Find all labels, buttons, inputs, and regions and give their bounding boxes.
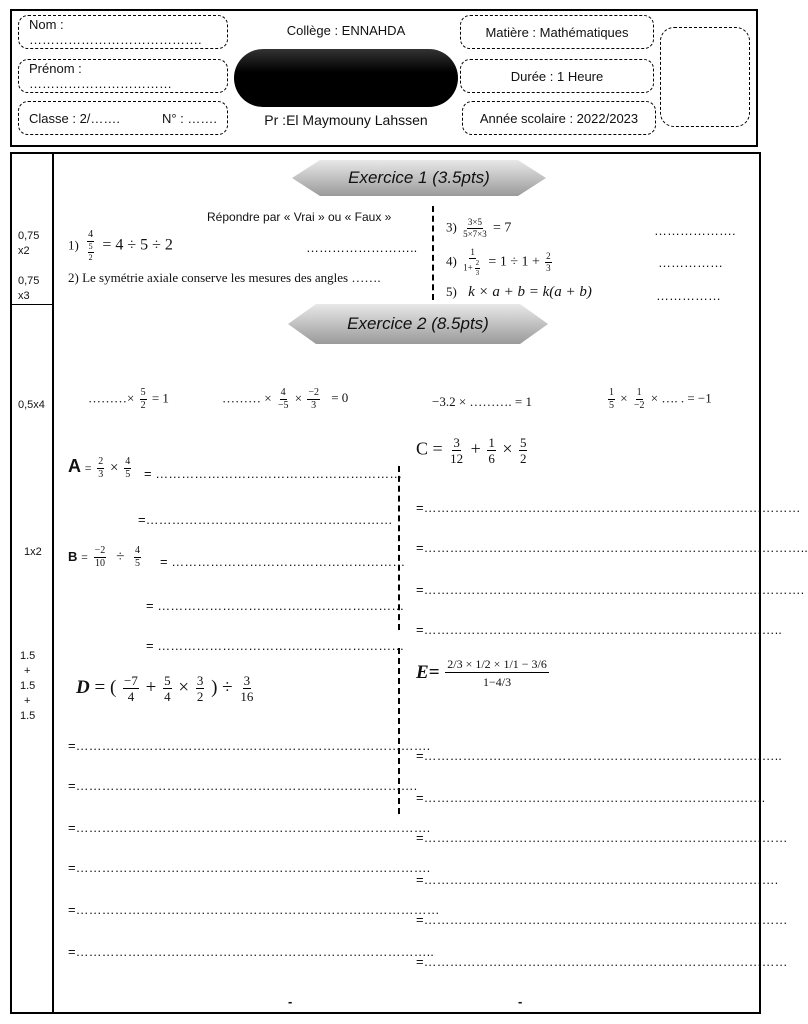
nom-label: Nom : ………………………………….: [29, 17, 202, 47]
expr-B-line-2[interactable]: = …………………………………………………: [146, 598, 405, 613]
footer-mark-2: -: [518, 994, 523, 1009]
exercise1-title: Exercice 1 (3.5pts): [348, 168, 490, 187]
ex1-instruction: Répondre par « Vrai » ou « Faux »: [207, 210, 392, 224]
matiere-label: Matière : Mathématiques: [485, 24, 629, 40]
expr-E-line-6[interactable]: =…………………………………………………………………………: [416, 954, 788, 969]
matiere-box: [460, 15, 654, 49]
ex1-q1-answer[interactable]: ……………………..: [306, 240, 418, 255]
expr-C-line-2[interactable]: =……………………………………………………………………………..: [416, 540, 808, 555]
ex2-fill-4[interactable]: $\frac{1}{5}$ × $\frac{1}{-2}$ × …. . = −1: [609, 387, 712, 411]
duree-box: [460, 59, 654, 93]
expr-E-line-1[interactable]: =………………………………………………………………………..: [416, 748, 782, 763]
ex1-q4-answer[interactable]: ……………: [658, 255, 723, 270]
expr-E-line-4[interactable]: =……………………………………………………………………….: [416, 872, 779, 887]
expr-B-line-1[interactable]: = ………………………………………………: [160, 554, 406, 569]
ex1-q4: 4) 1 1+ $\frac{2}{3}$ = 1 ÷ 1 + $\frac{2}{3}$: [446, 247, 551, 277]
expr-E-line-2[interactable]: =…………………………………………………………………….: [416, 790, 766, 805]
nom-field[interactable]: [18, 15, 228, 49]
score-column-divider: [52, 154, 54, 1012]
footer-mark-1: -: [288, 994, 293, 1009]
expr-A-line-2[interactable]: =…………………………………………………: [138, 512, 393, 527]
duree-label: Durée : 1 Heure: [510, 68, 604, 84]
expr-C-line-1[interactable]: =……………………………………………………………………………: [416, 500, 801, 515]
prenom-field[interactable]: [18, 59, 228, 93]
expr-D-line-1[interactable]: =……………………………………………………………………….: [68, 738, 431, 753]
grade-box[interactable]: [660, 27, 750, 127]
expr-B-line-3[interactable]: = …………………………………………………: [146, 638, 405, 653]
exercise1-banner: [292, 160, 546, 196]
expr-D-line-4[interactable]: =……………………………………………………………………….: [68, 860, 431, 875]
college-name: Collège : ENNAHDA: [286, 23, 406, 38]
expr-A: A = $\frac{2}{3}$ × $\frac{4}{5}$: [68, 456, 131, 481]
annee-box: [462, 101, 656, 135]
expr-B: B = $\frac{-2}{10}$ ÷ $\frac{4}{5}$: [68, 545, 141, 569]
ex2-fill-2[interactable]: ……… × $\frac{4}{-5}$ × $\frac{-2}{3}$ = 0: [222, 387, 349, 411]
exercise2-title: Exercice 2 (8.5pts): [347, 314, 489, 333]
header-frame: [10, 9, 758, 147]
expr-E-line-3[interactable]: =…………………………………………………………………………: [416, 830, 788, 845]
score-ex2-b: 1x2: [24, 546, 42, 558]
score-ex1-b: 0,75 x3: [18, 275, 40, 302]
classe-field[interactable]: [18, 101, 228, 135]
ex1-q3-answer[interactable]: ……………….: [654, 223, 736, 238]
exam-body: [10, 152, 808, 1014]
score-ex2-a: 0,5x4: [18, 399, 45, 411]
expr-D-line-5[interactable]: =…………………………………………………………………………: [68, 902, 440, 917]
ex1-q1: 1) $\frac{4}{\frac{5}{2}}$ = 4 ÷ 5 ÷ 2: [68, 229, 173, 262]
numero-label: N° : …….: [161, 110, 217, 126]
classe-label: Classe : 2/…….: [29, 110, 121, 126]
ex1-q2: 2) Le symétrie axiale conserve les mesures des angles …….: [68, 270, 381, 285]
title-pill: [234, 49, 458, 107]
expr-C-line-4[interactable]: =………………………………………………………………………..: [416, 622, 782, 637]
annee-label: Année scolaire : 2022/2023: [479, 110, 639, 126]
score-ex2-c: 1.5 + 1.5 + 1.5: [20, 650, 36, 722]
expr-C-line-3[interactable]: =…………………………………………………………………………….: [416, 582, 805, 597]
ex2-fill-3[interactable]: −3.2 × ………. = 1: [432, 394, 532, 409]
score-row-divider: [12, 304, 54, 305]
ex1-q3: 3) $\frac{3\times 5}{5\times 7\times 3}$ = 7: [446, 217, 512, 239]
expr-A-line-1[interactable]: = …………………………………………………: [144, 466, 403, 481]
ex1-q5-answer[interactable]: ……………: [656, 288, 721, 303]
score-ex1-a: 0,75 x2: [18, 230, 40, 257]
expr-E-line-5[interactable]: =…………………………………………………………………………: [416, 912, 788, 927]
ex1-q5: 5) k × a + b = k(a + b): [446, 284, 592, 300]
expr-D-line-6[interactable]: =………………………………………………………………………..: [68, 944, 434, 959]
prenom-label: Prénom : ……………………………: [29, 61, 172, 91]
ex1-divider: [432, 206, 434, 300]
expr-E: E= $\frac{2/3 \times 1/2 \times 1/1 - 3/6}{1-4/3}$: [416, 657, 547, 689]
expr-C: C = $\frac{3}{12}$ + $\frac{1}{6}$ × $\frac{5}{2}$: [416, 435, 527, 466]
expr-D-line-2[interactable]: =…………………………………………………………………….: [68, 778, 418, 793]
exercise2-banner: [288, 304, 548, 340]
ex2-fill-1[interactable]: ………× $\frac{5}{2}$ = 1: [88, 387, 169, 411]
prof-name: Pr :El Maymouny Lahssen: [264, 112, 428, 128]
expr-D-line-3[interactable]: =……………………………………………………………………….: [68, 820, 431, 835]
expr-D: D = ( $\frac{-7}{4}$ + $\frac{5}{4}$ × $\frac{3}{2}$ ) ÷ $\frac{3}{16}$: [76, 673, 254, 704]
